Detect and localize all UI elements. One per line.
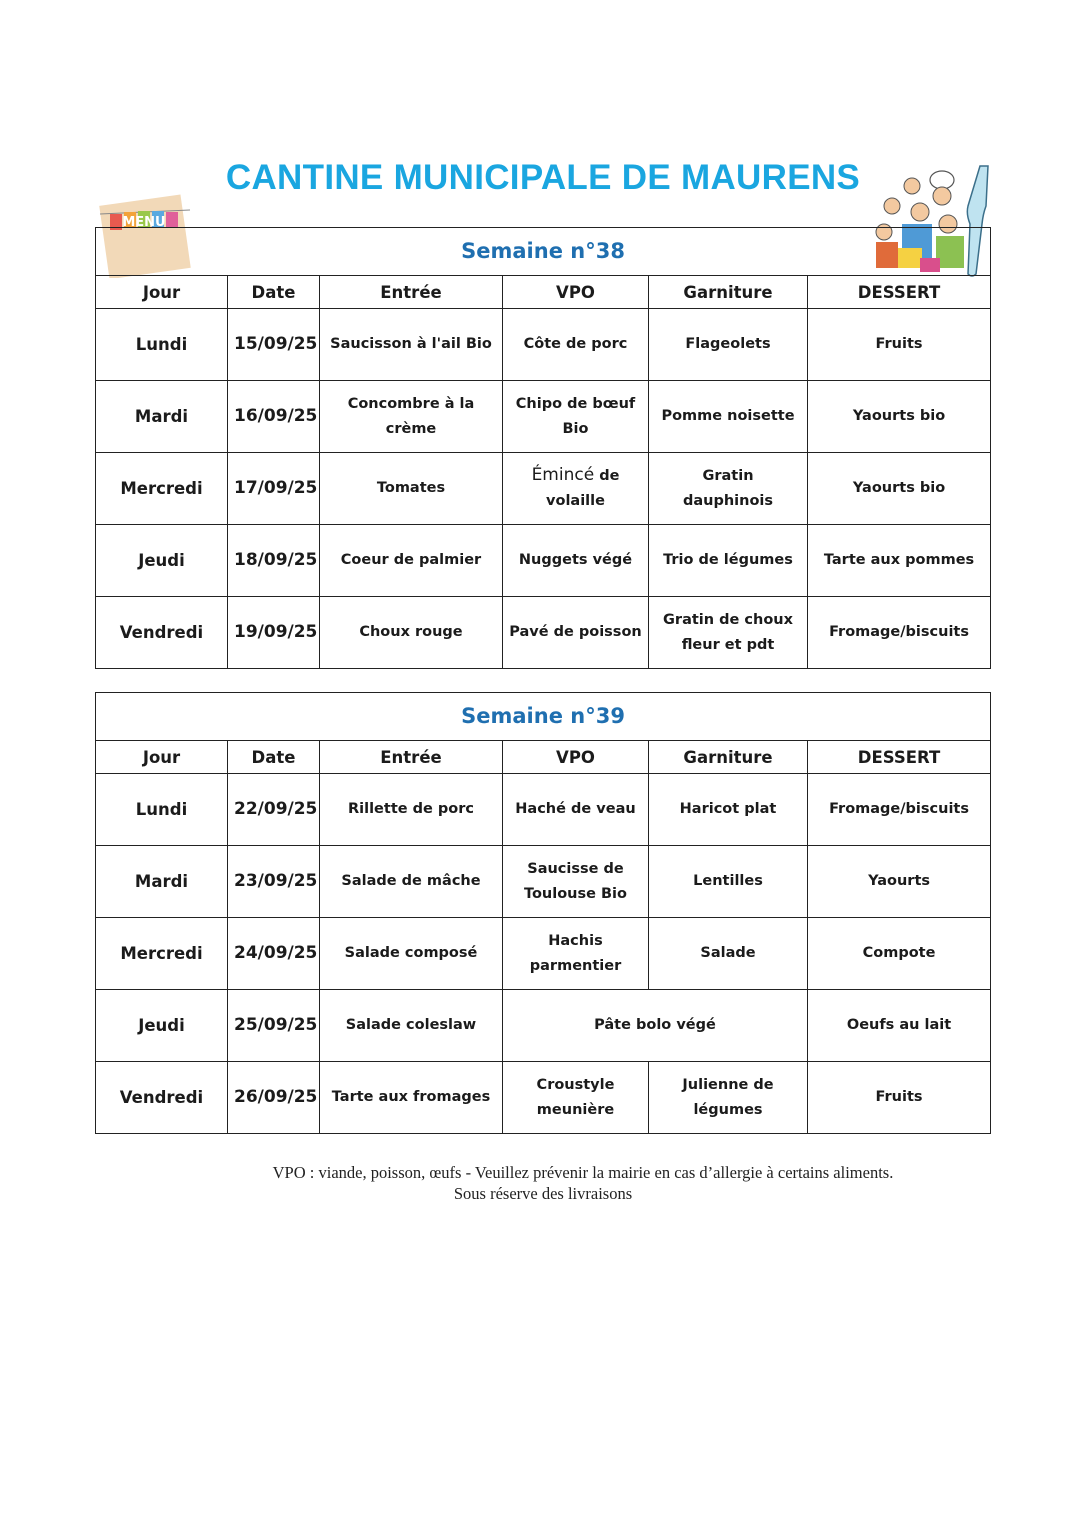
dessert-cell: Yaourts bio [808, 381, 991, 453]
garniture-cell: Pomme noisette [649, 381, 808, 453]
entree-cell: Saucisson à l'ail Bio [320, 309, 503, 381]
column-header-date: Date [228, 741, 320, 774]
day-cell: Lundi [96, 774, 228, 846]
day-cell: Mercredi [96, 453, 228, 525]
footer-line-1: VPO : viande, poisson, œufs - Veuillez prévenir la mairie en cas d’allergie à certains aliments. [272, 1163, 894, 1182]
date-cell: 23/09/25 [228, 846, 320, 918]
day-cell: Vendredi [96, 1062, 228, 1134]
table-row [96, 525, 991, 597]
footer-line-2: Sous réserve des livraisons [453, 1184, 633, 1203]
vpo-cell: Côte de porc [503, 309, 649, 381]
table-row [96, 597, 991, 669]
column-header-garniture: Garniture [649, 741, 808, 774]
garniture-cell: Lentilles [649, 846, 808, 918]
date-cell: 17/09/25 [228, 453, 320, 525]
date-cell: 25/09/25 [228, 990, 320, 1062]
entree-cell: Concombre à la crème [320, 381, 503, 453]
entree-cell: Choux rouge [320, 597, 503, 669]
table-row [96, 990, 991, 1062]
garniture-cell: Gratin dauphinois [649, 453, 808, 525]
entree-cell: Tomates [320, 453, 503, 525]
column-header-jour: Jour [96, 276, 228, 309]
date-cell: 22/09/25 [228, 774, 320, 846]
day-cell: Mercredi [96, 918, 228, 990]
vpo-cell: Croustyle meunière [503, 1062, 649, 1134]
dessert-cell: Oeufs au lait [808, 990, 991, 1062]
week-38-table [95, 227, 991, 669]
dessert-cell: Tarte aux pommes [808, 525, 991, 597]
entree-cell: Salade composé [320, 918, 503, 990]
entree-cell: Tarte aux fromages [320, 1062, 503, 1134]
week-title: Semaine n°38 [96, 228, 991, 276]
day-cell: Mardi [96, 381, 228, 453]
dessert-cell: Fromage/biscuits [808, 774, 991, 846]
column-header-entree: Entrée [320, 741, 503, 774]
column-header-dessert: DESSERT [808, 741, 991, 774]
garniture-cell: Haricot plat [649, 774, 808, 846]
dessert-cell: Fruits [808, 309, 991, 381]
column-header-dessert: DESSERT [808, 276, 991, 309]
table-row [96, 453, 991, 525]
date-cell: 24/09/25 [228, 918, 320, 990]
garniture-cell: Salade [649, 918, 808, 990]
entree-cell: Salade coleslaw [320, 990, 503, 1062]
table-row [96, 381, 991, 453]
day-cell: Mardi [96, 846, 228, 918]
vpo-garniture-cell: Pâte bolo végé [503, 990, 808, 1062]
garniture-cell: Julienne de légumes [649, 1062, 808, 1134]
column-header-date: Date [228, 276, 320, 309]
date-cell: 15/09/25 [228, 309, 320, 381]
day-cell: Jeudi [96, 990, 228, 1062]
vpo-cell: Haché de veau [503, 774, 649, 846]
vpo-cell: Pavé de poisson [503, 597, 649, 669]
entree-cell: Coeur de palmier [320, 525, 503, 597]
garniture-cell: Flageolets [649, 309, 808, 381]
vpo-cell-part-a: Émincé [531, 465, 595, 485]
column-header-jour: Jour [96, 741, 228, 774]
garniture-cell: Trio de légumes [649, 525, 808, 597]
svg-text:MENU: MENU [122, 215, 166, 230]
table-row [96, 1062, 991, 1134]
table-row [96, 846, 991, 918]
dessert-cell: Yaourts [808, 846, 991, 918]
dessert-cell: Fruits [808, 1062, 991, 1134]
week-title: Semaine n°39 [96, 693, 991, 741]
date-cell: 19/09/25 [228, 597, 320, 669]
footer-note [0, 1162, 1086, 1204]
date-cell: 16/09/25 [228, 381, 320, 453]
dessert-cell: Compote [808, 918, 991, 990]
dessert-cell: Fromage/biscuits [808, 597, 991, 669]
column-header-vpo: VPO [503, 276, 649, 309]
garniture-cell: Gratin de choux fleur et pdt [649, 597, 808, 669]
vpo-cell: Hachis parmentier [503, 918, 649, 990]
vpo-cell: Nuggets végé [503, 525, 649, 597]
day-cell: Jeudi [96, 525, 228, 597]
table-row [96, 774, 991, 846]
vpo-cell-part-b: de volaille [546, 468, 620, 509]
column-header-vpo: VPO [503, 741, 649, 774]
day-cell: Vendredi [96, 597, 228, 669]
entree-cell: Rillette de porc [320, 774, 503, 846]
date-cell: 18/09/25 [228, 525, 320, 597]
dessert-cell: Yaourts bio [808, 453, 991, 525]
week-39-table [95, 692, 991, 1134]
column-header-entree: Entrée [320, 276, 503, 309]
vpo-cell [503, 453, 649, 525]
vpo-cell: Saucisse de Toulouse Bio [503, 846, 649, 918]
entree-cell: Salade de mâche [320, 846, 503, 918]
column-header-garniture: Garniture [649, 276, 808, 309]
table-row [96, 918, 991, 990]
page-title: CANTINE MUNICIPALE DE MAURENS [225, 158, 861, 197]
vpo-cell: Chipo de bœuf Bio [503, 381, 649, 453]
date-cell: 26/09/25 [228, 1062, 320, 1134]
table-row [96, 309, 991, 381]
day-cell: Lundi [96, 309, 228, 381]
